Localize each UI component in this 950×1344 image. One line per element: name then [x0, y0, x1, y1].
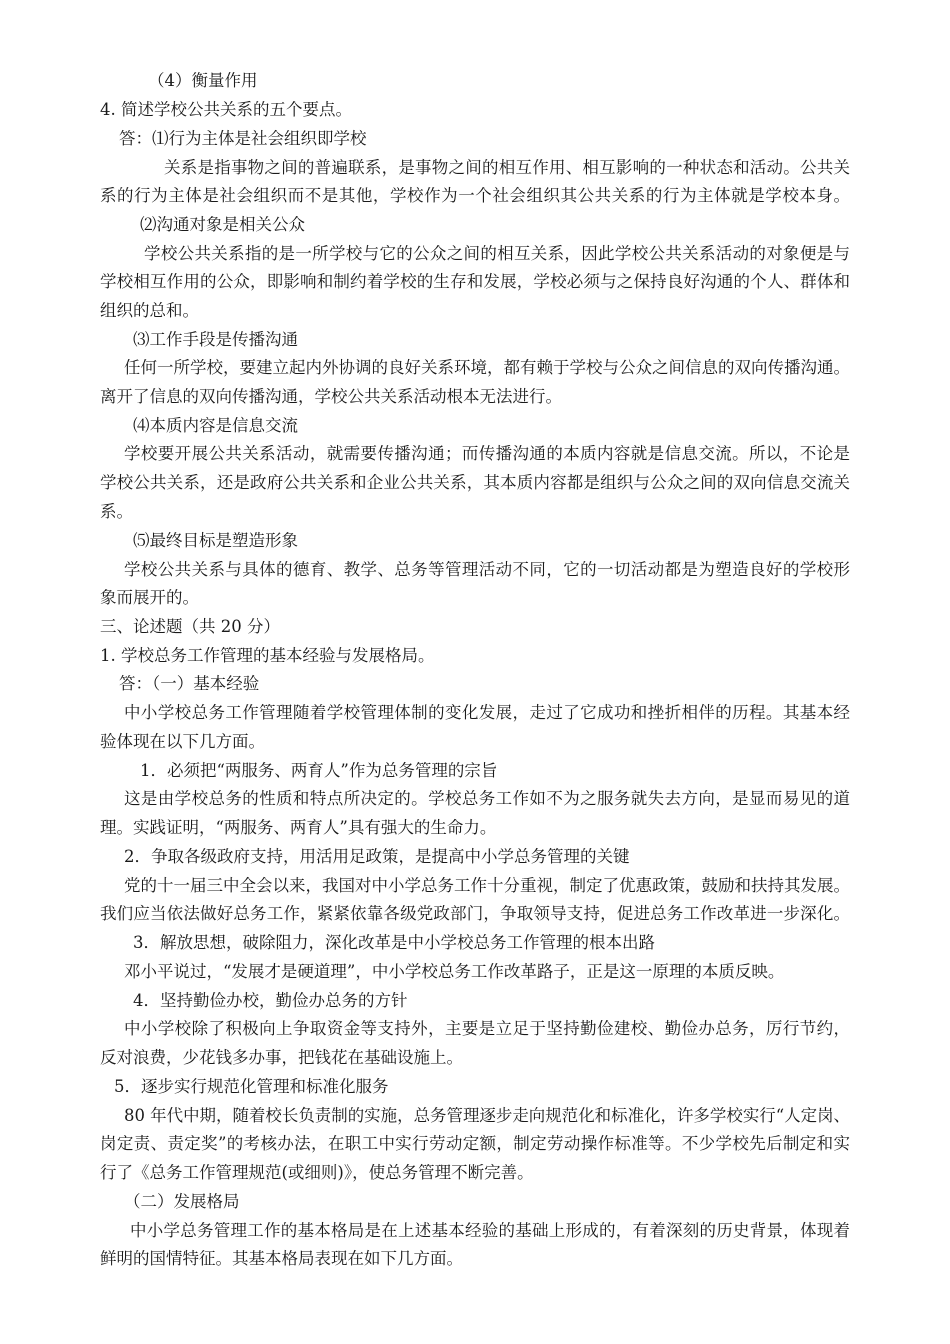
paragraph-line: 这是由学校总务的性质和特点所决定的。学校总务工作如不为之服务就失去方向，是显而易见的道	[124, 789, 850, 808]
paragraph-line: 离开了信息的双向传播沟通，学校公共关系活动根本无法进行。	[100, 387, 562, 406]
paragraph-line: 80 年代中期，随着校长负责制的实施，总务管理逐步走向规范化和标准化，许多学校实行“人定岗、	[124, 1106, 850, 1125]
subpoint-heading: 3．解放思想，破除阻力，深化改革是中小学校总务工作管理的根本出路	[133, 933, 655, 952]
paragraph-line: 中小学校总务工作管理随着学校管理体制的变化发展，走过了它成功和挫折相伴的历程。其基本经	[124, 703, 850, 722]
paragraph-line: 系。	[100, 502, 133, 521]
paragraph-line: 学校公共关系与具体的德育、教学、总务等管理活动不同，它的一切活动都是为塑造良好的学校形	[124, 560, 850, 579]
paragraph-line: 学校公共关系指的是一所学校与它的公众之间的相互关系，因此学校公共关系活动的对象便是与	[144, 244, 850, 263]
subpoint-heading: 5．逐步实行规范化管理和标准化服务	[114, 1077, 389, 1096]
paragraph-line: 鲜明的国情特征。其基本格局表现在如下几方面。	[100, 1249, 463, 1268]
paragraph-line: 任何一所学校，要建立起内外协调的良好关系环境，都有赖于学校与公众之间信息的双向传播沟通。	[124, 358, 850, 377]
paragraph-line: 象而展开的。	[100, 588, 199, 607]
subpoint-heading: 1．必须把“两服务、两育人”作为总务管理的宗旨	[140, 761, 498, 780]
question-heading: 4. 简述学校公共关系的五个要点。	[100, 100, 352, 119]
paragraph-line: 学校相互作用的公众，即影响和制约着学校的生存和发展，学校必须与之保持良好沟通的个人、群体和	[100, 272, 850, 291]
question-heading: 1. 学校总务工作管理的基本经验与发展格局。	[100, 646, 435, 665]
subpoint-heading: ⑸最终目标是塑造形象	[133, 531, 298, 550]
subpoint-heading: ⑶工作手段是传播沟通	[133, 330, 298, 349]
paragraph-line: 岗定责、责定奖”的考核办法，在职工中实行劳动定额，制定劳动操作标准等。不少学校先后制定和实	[100, 1134, 850, 1153]
paragraph-line: 党的十一届三中全会以来，我国对中小学总务工作十分重视，制定了优惠政策，鼓励和扶持其发展。	[124, 876, 850, 895]
paragraph-line: 邓小平说过，“发展才是硬道理”，中小学校总务工作改革路子，正是这一原理的本质反映。	[124, 962, 785, 981]
paragraph-line: 理。实践证明，“两服务、两育人”具有强大的生命力。	[100, 818, 497, 837]
subpoint-heading: ⑷本质内容是信息交流	[133, 416, 298, 435]
answer-heading: 答：⑴行为主体是社会组织即学校	[119, 129, 367, 148]
paragraph-line: 行了《总务工作管理规范(或细则)》，使总务管理不断完善。	[100, 1163, 534, 1182]
paragraph-line: 我们应当依法做好总务工作，紧紧依靠各级党政部门，争取领导支持，促进总务工作改革进一步深化。	[100, 904, 850, 923]
paragraph-line: 学校要开展公共关系活动，就需要传播沟通；而传播沟通的本质内容就是信息交流。所以，不论是	[124, 444, 850, 463]
paragraph-line: 系的行为主体是社会组织而不是其他，学校作为一个社会组织其公共关系的行为主体就是学校本身。	[100, 186, 850, 205]
item-heading: （4）衡量作用	[148, 71, 258, 90]
subpoint-heading: 2．争取各级政府支持，用活用足政策，是提高中小学总务管理的关键	[124, 847, 630, 866]
paragraph-line: 验体现在以下几方面。	[100, 732, 265, 751]
subpoint-heading: ⑵沟通对象是相关公众	[140, 215, 305, 234]
paragraph-line: 学校公共关系，还是政府公共关系和企业公共关系，其本质内容都是组织与公众之间的双向信息交流关	[100, 473, 850, 492]
paragraph-line: 组织的总和。	[100, 301, 199, 320]
paragraph-line: 反对浪费，少花钱多办事，把钱花在基础设施上。	[100, 1048, 463, 1067]
paragraph-line: 中小学校除了积极向上争取资金等支持外，主要是立足于坚持勤俭建校、勤俭办总务，厉行节约，	[124, 1019, 850, 1038]
answer-heading: 答：（一）基本经验	[119, 674, 260, 693]
paragraph-line: 中小学总务管理工作的基本格局是在上述基本经验的基础上形成的，有着深刻的历史背景，体现着	[130, 1221, 850, 1240]
subsection-heading: （二）发展格局	[124, 1192, 240, 1211]
subpoint-heading: 4．坚持勤俭办校，勤俭办总务的方针	[133, 991, 408, 1010]
section-heading: 三、论述题（共 20 分）	[100, 617, 280, 636]
paragraph-line: 关系是指事物之间的普遍联系，是事物之间的相互作用、相互影响的一种状态和活动。公共关	[164, 158, 850, 177]
